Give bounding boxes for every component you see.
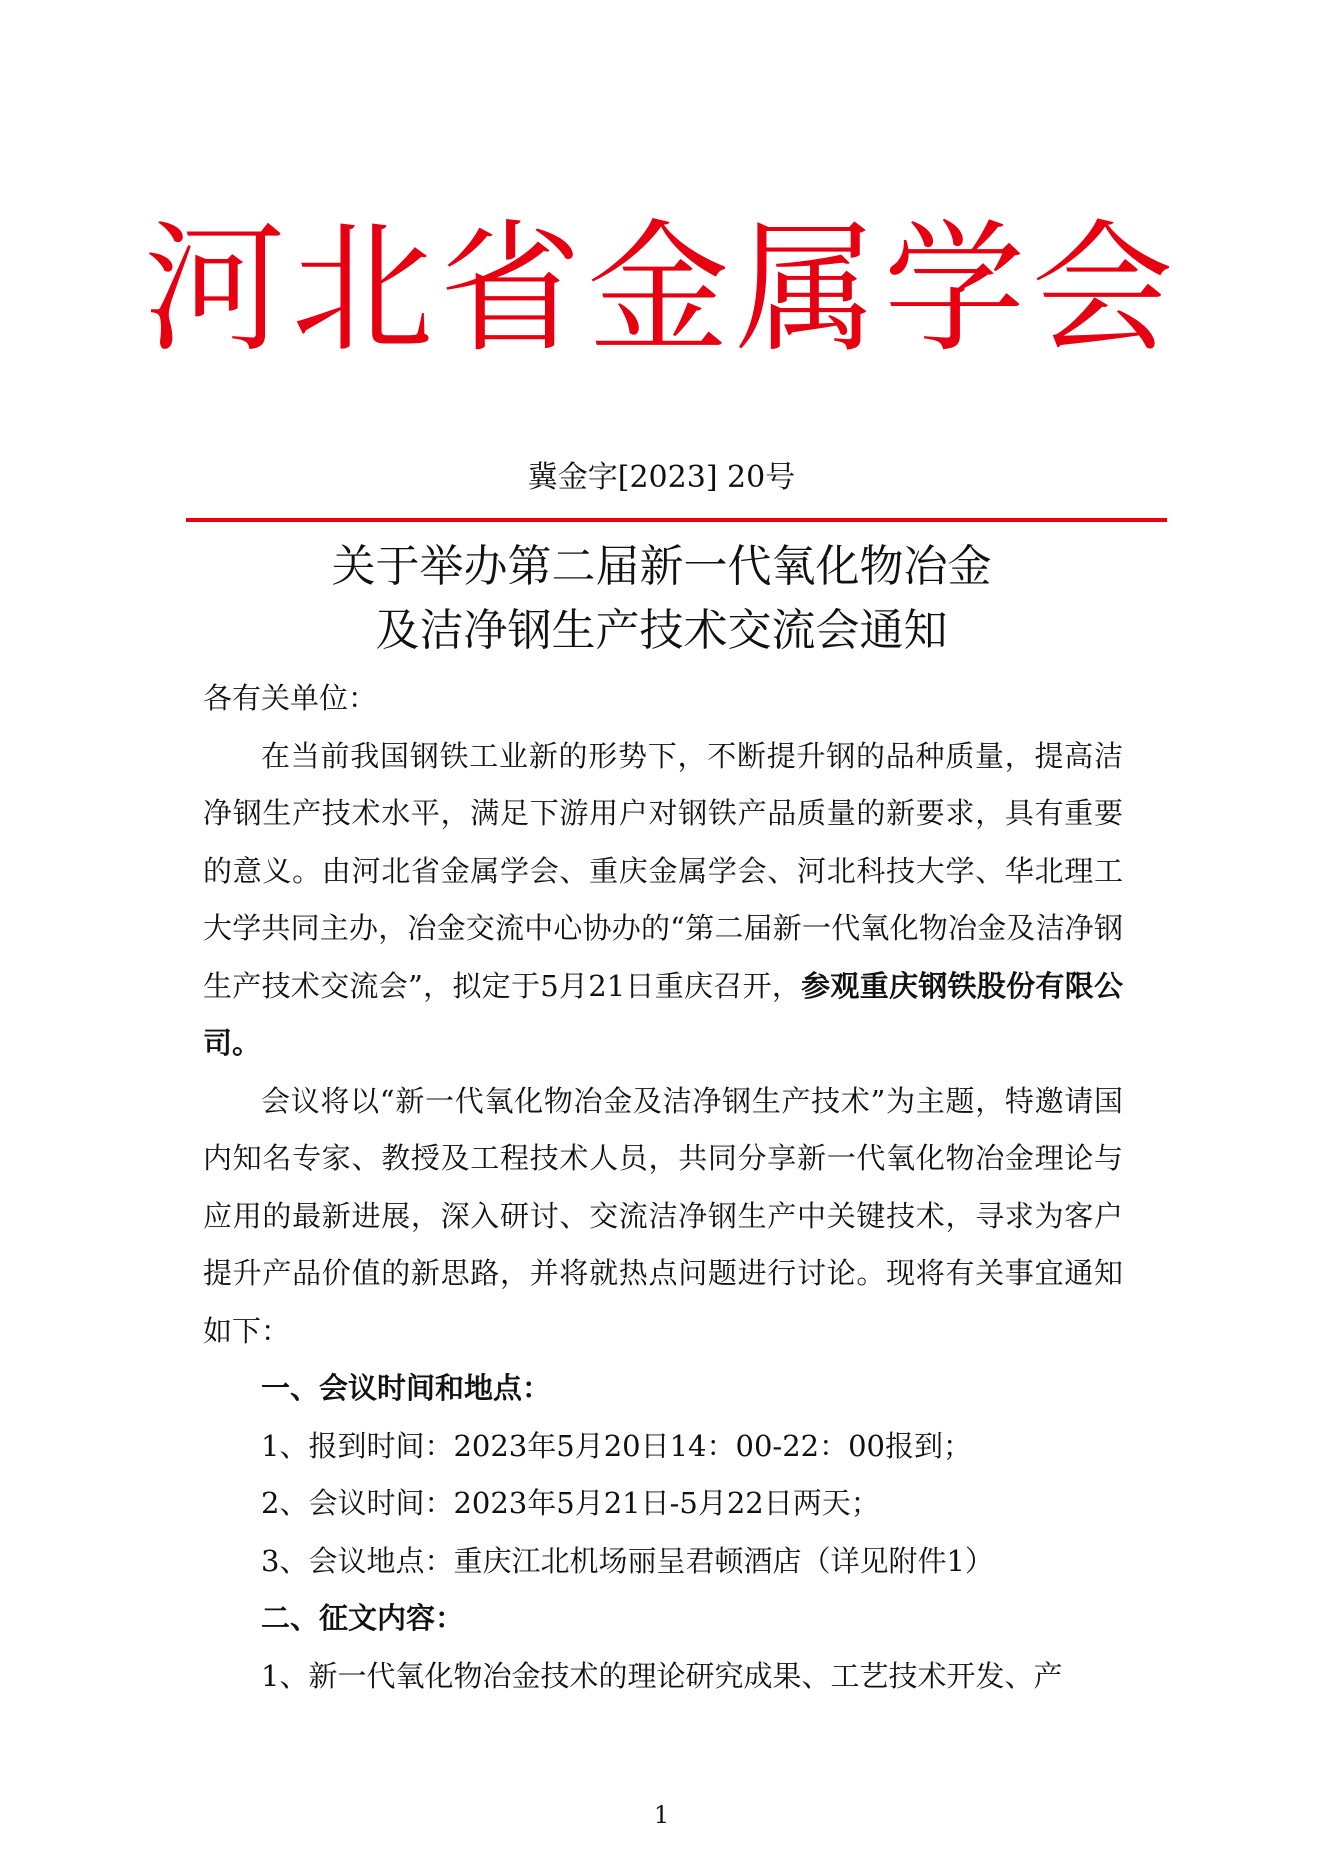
paragraph-intro: [203, 728, 1123, 1073]
section-heading-time-place: 一、会议时间和地点：: [261, 1371, 552, 1405]
list-item-registration: 1、报到时间：2023年5月20日14：00-22：00报到；: [261, 1428, 973, 1463]
list-item-venue: 3、会议地点：重庆江北机场丽呈君顿酒店（详见附件1）: [261, 1543, 994, 1578]
list-item-meeting-time: 2、会议时间：2023年5月21日-5月22日两天；: [261, 1486, 880, 1520]
list-item-paper-topic: 1、新一代氧化物冶金技术的理论研究成果、工艺技术开发、产: [261, 1658, 1063, 1693]
salutation: 各有关单位：: [203, 681, 378, 715]
notice-body: [203, 670, 1123, 1705]
org-masthead-title: 河北省金属学会: [143, 207, 1180, 372]
section-heading-papers: 二、征文内容：: [261, 1601, 465, 1635]
notice-title-line-2: 及洁净钢生产技术交流会通知: [375, 605, 948, 656]
notice-title-line-1: 关于举办第二届新一代氧化物冶金: [331, 541, 992, 592]
paragraph-intro-bold: 参观重庆钢铁股份有限公司。: [203, 968, 1123, 1060]
paragraph-intro-text: 在当前我国钢铁工业新的形势下，不断提升钢的品种质量，提高洁净钢生产技术水平，满足下游用户对钢铁产品质量的新要求，具有重要的意义。由河北省金属学会、重庆金属学会、河北科技大学、华北理工大学共同主办，冶金交流中心协办的“第二届新一代氧化物冶金及洁净钢生产技术交流会”，拟定于5月21日重庆召开，: [203, 738, 1123, 1003]
document-number: 冀金字[2023] 20号: [527, 460, 796, 495]
paragraph-theme: 会议将以“新一代氧化物冶金及洁净钢生产技术”为主题，特邀请国内知名专家、教授及工程技术人员，共同分享新一代氧化物冶金理论与应用的最新进展，深入研讨、交流洁净钢生产中关键技术，寻求为客户提升产品价值的新思路，并将就热点问题进行讨论。现将有关事宜通知如下：: [203, 1083, 1123, 1348]
page-number: 1: [653, 1801, 670, 1829]
red-divider-line: [186, 518, 1167, 522]
notice-title: [0, 535, 1323, 663]
